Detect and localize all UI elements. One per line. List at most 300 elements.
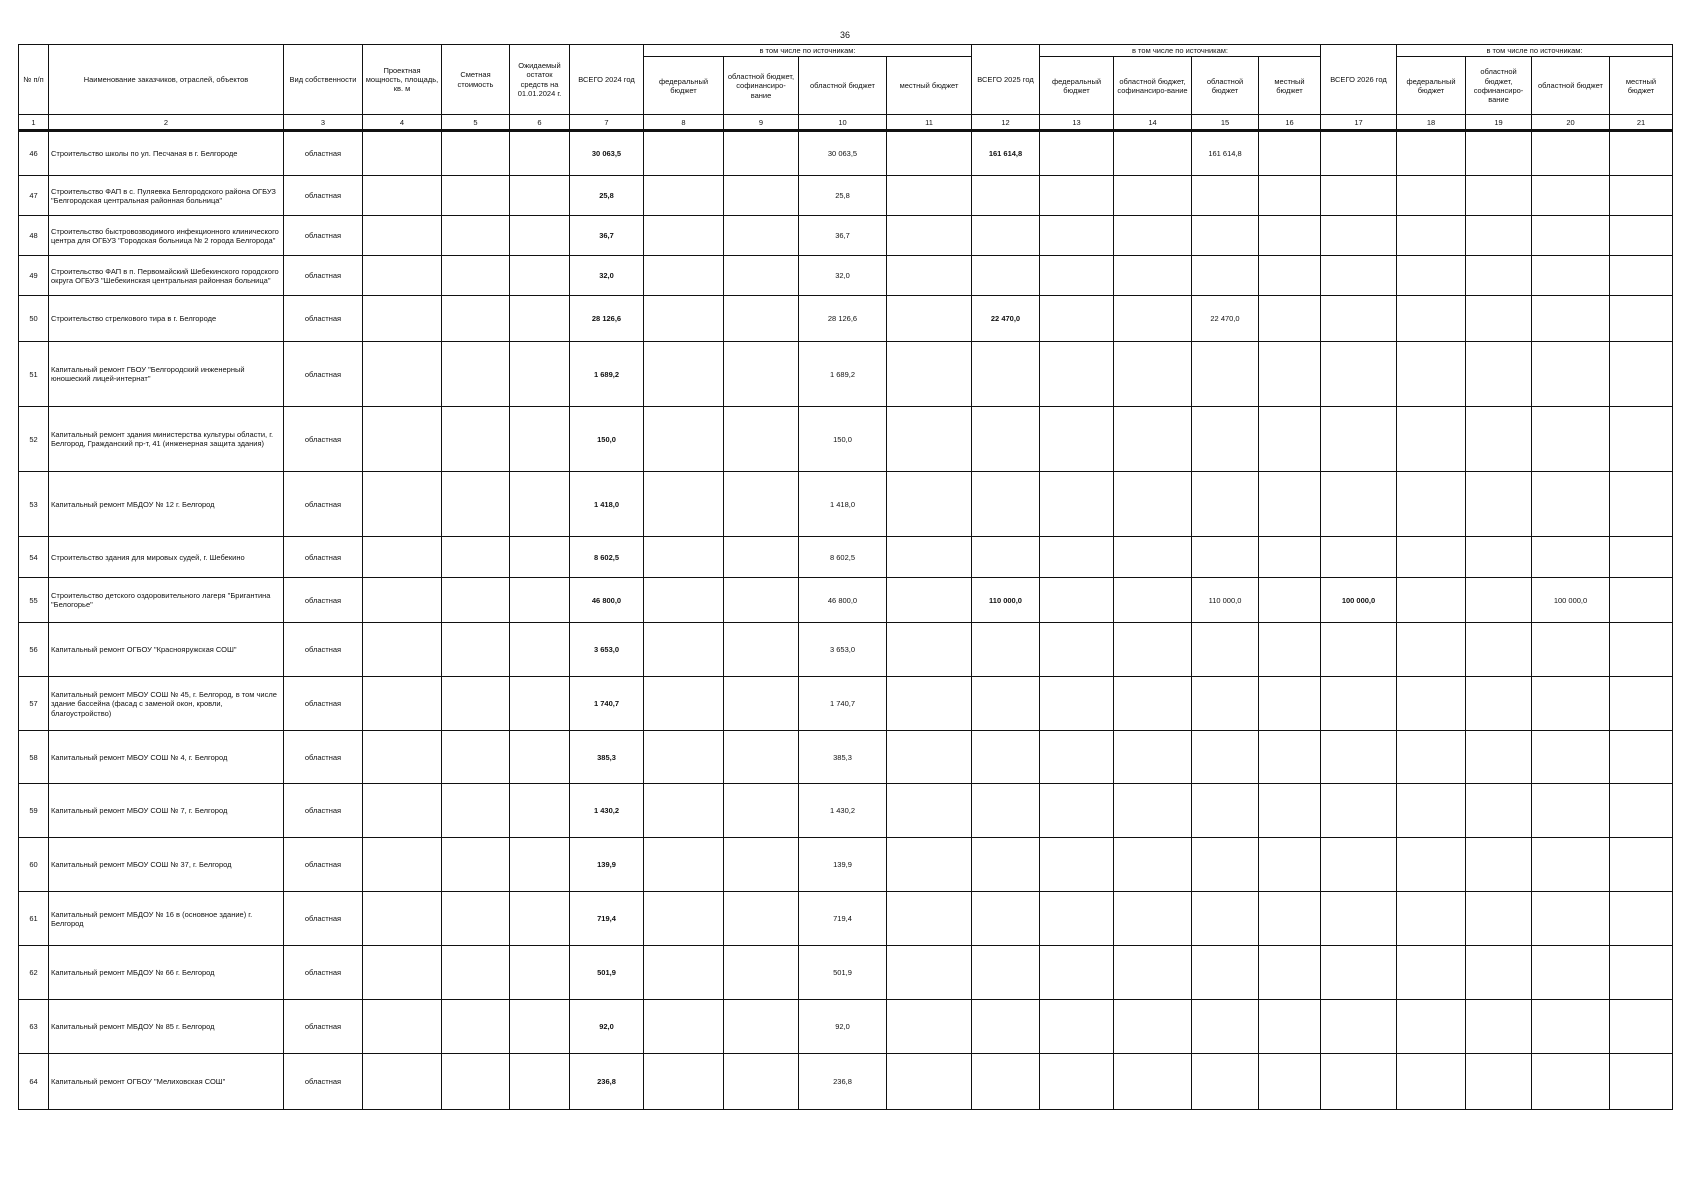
cofin-2024 — [724, 216, 799, 256]
ownership-type: областная — [284, 342, 363, 407]
header-regional-2024: областной бюджет — [799, 57, 887, 115]
federal-2025 — [1040, 578, 1114, 623]
regional-2025 — [1192, 472, 1259, 537]
cost-cell — [442, 472, 510, 537]
local-2026 — [1610, 407, 1673, 472]
cost-cell — [442, 677, 510, 731]
header-total-2024: ВСЕГО 2024 год — [570, 45, 644, 115]
cofin-2025 — [1114, 216, 1192, 256]
total-2026 — [1321, 1000, 1397, 1054]
federal-2024 — [644, 838, 724, 892]
capacity-cell — [363, 677, 442, 731]
cofin-2026 — [1466, 1000, 1532, 1054]
ownership-type: областная — [284, 472, 363, 537]
cofin-2024 — [724, 256, 799, 296]
header-sources-2024: в том числе по источникам: — [644, 45, 972, 57]
local-2025 — [1259, 296, 1321, 342]
capacity-cell — [363, 623, 442, 677]
cofin-2025 — [1114, 892, 1192, 946]
regional-2025 — [1192, 677, 1259, 731]
total-2024: 150,0 — [570, 407, 644, 472]
object-name: Капитальный ремонт МБОУ СОШ № 4, г. Белгород — [49, 731, 284, 784]
ownership-type: областная — [284, 784, 363, 838]
column-number: 11 — [887, 115, 972, 131]
balance-cell — [510, 537, 570, 578]
local-2024 — [887, 677, 972, 731]
cofin-2024 — [724, 342, 799, 407]
cofin-2026 — [1466, 176, 1532, 216]
ownership-type: областная — [284, 131, 363, 176]
header-ownership: Вид собственности — [284, 45, 363, 115]
federal-2024 — [644, 784, 724, 838]
regional-2025 — [1192, 623, 1259, 677]
total-2025 — [972, 677, 1040, 731]
column-number: 16 — [1259, 115, 1321, 131]
ownership-type: областная — [284, 1054, 363, 1110]
object-name: Капитальный ремонт МБДОУ № 16 в (основное здание) г. Белгород — [49, 892, 284, 946]
object-name: Капитальный ремонт МБОУ СОШ № 7, г. Белгород — [49, 784, 284, 838]
balance-cell — [510, 946, 570, 1000]
local-2026 — [1610, 131, 1673, 176]
total-2025 — [972, 256, 1040, 296]
total-2025 — [972, 176, 1040, 216]
capacity-cell — [363, 1000, 442, 1054]
cost-cell — [442, 1000, 510, 1054]
local-2026 — [1610, 1000, 1673, 1054]
federal-2025 — [1040, 838, 1114, 892]
federal-2025 — [1040, 472, 1114, 537]
ownership-type: областная — [284, 892, 363, 946]
capacity-cell — [363, 731, 442, 784]
header-federal-2026: федеральный бюджет — [1397, 57, 1466, 115]
regional-2025 — [1192, 407, 1259, 472]
capacity-cell — [363, 342, 442, 407]
cofin-2025 — [1114, 784, 1192, 838]
object-name: Строительство быстровозводимого инфекционного клинического центра для ОГБУЗ "Городская больница № 2 города Белгорода" — [49, 216, 284, 256]
header-cofin-2024: областной бюджет, софинансиро-вание — [724, 57, 799, 115]
object-name: Строительство здания для мировых судей, г. Шебекино — [49, 537, 284, 578]
cofin-2026 — [1466, 342, 1532, 407]
federal-2025 — [1040, 677, 1114, 731]
regional-2024: 236,8 — [799, 1054, 887, 1110]
cofin-2024 — [724, 784, 799, 838]
local-2025 — [1259, 407, 1321, 472]
federal-2025 — [1040, 216, 1114, 256]
table-row — [19, 176, 1673, 216]
regional-2025 — [1192, 537, 1259, 578]
regional-2024: 385,3 — [799, 731, 887, 784]
regional-2026 — [1532, 731, 1610, 784]
column-number: 4 — [363, 115, 442, 131]
table-row — [19, 677, 1673, 731]
cofin-2025 — [1114, 176, 1192, 216]
federal-2024 — [644, 892, 724, 946]
regional-2025 — [1192, 342, 1259, 407]
regional-2025: 22 470,0 — [1192, 296, 1259, 342]
regional-2025 — [1192, 1000, 1259, 1054]
federal-2025 — [1040, 176, 1114, 216]
ownership-type: областная — [284, 578, 363, 623]
regional-2024: 139,9 — [799, 838, 887, 892]
cost-cell — [442, 296, 510, 342]
local-2024 — [887, 784, 972, 838]
local-2026 — [1610, 296, 1673, 342]
total-2026 — [1321, 784, 1397, 838]
federal-2025 — [1040, 784, 1114, 838]
column-number: 3 — [284, 115, 363, 131]
header-sources-2025: в том числе по источникам: — [1040, 45, 1321, 57]
cost-cell — [442, 946, 510, 1000]
capacity-cell — [363, 838, 442, 892]
local-2026 — [1610, 623, 1673, 677]
local-2026 — [1610, 892, 1673, 946]
cofin-2024 — [724, 623, 799, 677]
federal-2024 — [644, 296, 724, 342]
regional-2026 — [1532, 623, 1610, 677]
total-2024: 30 063,5 — [570, 131, 644, 176]
capacity-cell — [363, 296, 442, 342]
object-name: Строительство стрелкового тира в г. Белгороде — [49, 296, 284, 342]
cofin-2026 — [1466, 296, 1532, 342]
table-row — [19, 407, 1673, 472]
ownership-type: областная — [284, 256, 363, 296]
column-number: 14 — [1114, 115, 1192, 131]
table-row — [19, 1000, 1673, 1054]
federal-2026 — [1397, 472, 1466, 537]
federal-2026 — [1397, 342, 1466, 407]
total-2025 — [972, 838, 1040, 892]
table-row — [19, 472, 1673, 537]
ownership-type: областная — [284, 216, 363, 256]
header-balance: Ожидаемый остаток средств на 01.01.2024 г. — [510, 45, 570, 115]
row-number: 63 — [19, 1000, 49, 1054]
capacity-cell — [363, 578, 442, 623]
ownership-type: областная — [284, 176, 363, 216]
regional-2026 — [1532, 131, 1610, 176]
header-regional-2025: областной бюджет — [1192, 57, 1259, 115]
regional-2026 — [1532, 407, 1610, 472]
cofin-2025 — [1114, 537, 1192, 578]
header-cost: Сметная стоимость — [442, 45, 510, 115]
total-2025 — [972, 1054, 1040, 1110]
balance-cell — [510, 578, 570, 623]
cofin-2025 — [1114, 1054, 1192, 1110]
header-local-2025: местный бюджет — [1259, 57, 1321, 115]
cofin-2025 — [1114, 578, 1192, 623]
cost-cell — [442, 578, 510, 623]
local-2024 — [887, 731, 972, 784]
cost-cell — [442, 342, 510, 407]
regional-2026: 100 000,0 — [1532, 578, 1610, 623]
balance-cell — [510, 131, 570, 176]
total-2024: 1 430,2 — [570, 784, 644, 838]
federal-2024 — [644, 677, 724, 731]
table-row — [19, 256, 1673, 296]
object-name: Капитальный ремонт МБДОУ № 12 г. Белгород — [49, 472, 284, 537]
row-number: 58 — [19, 731, 49, 784]
local-2025 — [1259, 131, 1321, 176]
federal-2024 — [644, 1000, 724, 1054]
table-row — [19, 537, 1673, 578]
total-2024: 1 689,2 — [570, 342, 644, 407]
balance-cell — [510, 1054, 570, 1110]
federal-2026 — [1397, 784, 1466, 838]
cost-cell — [442, 784, 510, 838]
page-number: 36 — [840, 30, 851, 40]
federal-2026 — [1397, 946, 1466, 1000]
local-2024 — [887, 1000, 972, 1054]
local-2026 — [1610, 472, 1673, 537]
balance-cell — [510, 731, 570, 784]
object-name: Капитальный ремонт МБДОУ № 66 г. Белгород — [49, 946, 284, 1000]
header-cofin-2025: областной бюджет, софинансиро-вание — [1114, 57, 1192, 115]
local-2026 — [1610, 256, 1673, 296]
federal-2025 — [1040, 256, 1114, 296]
total-2024: 139,9 — [570, 838, 644, 892]
total-2024: 92,0 — [570, 1000, 644, 1054]
row-number: 59 — [19, 784, 49, 838]
regional-2024: 46 800,0 — [799, 578, 887, 623]
regional-2025 — [1192, 216, 1259, 256]
local-2025 — [1259, 1054, 1321, 1110]
federal-2026 — [1397, 892, 1466, 946]
regional-2024: 719,4 — [799, 892, 887, 946]
local-2025 — [1259, 216, 1321, 256]
regional-2024: 28 126,6 — [799, 296, 887, 342]
row-number: 53 — [19, 472, 49, 537]
regional-2025: 161 614,8 — [1192, 131, 1259, 176]
column-number: 1 — [19, 115, 49, 131]
total-2024: 236,8 — [570, 1054, 644, 1110]
total-2026 — [1321, 131, 1397, 176]
column-number: 2 — [49, 115, 284, 131]
balance-cell — [510, 216, 570, 256]
row-number: 64 — [19, 1054, 49, 1110]
federal-2024 — [644, 342, 724, 407]
local-2024 — [887, 537, 972, 578]
federal-2024 — [644, 946, 724, 1000]
row-number: 51 — [19, 342, 49, 407]
ownership-type: областная — [284, 296, 363, 342]
capacity-cell — [363, 407, 442, 472]
column-number: 20 — [1532, 115, 1610, 131]
local-2026 — [1610, 946, 1673, 1000]
cost-cell — [442, 731, 510, 784]
local-2025 — [1259, 677, 1321, 731]
ownership-type: областная — [284, 731, 363, 784]
regional-2024: 32,0 — [799, 256, 887, 296]
total-2024: 8 602,5 — [570, 537, 644, 578]
local-2024 — [887, 342, 972, 407]
local-2026 — [1610, 578, 1673, 623]
total-2024: 28 126,6 — [570, 296, 644, 342]
object-name: Строительство школы по ул. Песчаная в г. Белгороде — [49, 131, 284, 176]
regional-2024: 1 689,2 — [799, 342, 887, 407]
local-2024 — [887, 256, 972, 296]
total-2025 — [972, 342, 1040, 407]
federal-2026 — [1397, 407, 1466, 472]
column-number: 5 — [442, 115, 510, 131]
local-2026 — [1610, 342, 1673, 407]
total-2026 — [1321, 1054, 1397, 1110]
row-number: 49 — [19, 256, 49, 296]
total-2026 — [1321, 342, 1397, 407]
header-cofin-2026: областной бюджет, софинансиро-вание — [1466, 57, 1532, 115]
cofin-2024 — [724, 472, 799, 537]
object-name: Капитальный ремонт МБОУ СОШ № 45, г. Белгород, в том числе здание бассейна (фасад с заменой окон, кровли, благоустройство) — [49, 677, 284, 731]
local-2026 — [1610, 1054, 1673, 1110]
header-no: № п/п — [19, 45, 49, 115]
cofin-2026 — [1466, 256, 1532, 296]
total-2026 — [1321, 216, 1397, 256]
total-2025 — [972, 537, 1040, 578]
federal-2024 — [644, 578, 724, 623]
total-2026 — [1321, 946, 1397, 1000]
federal-2025 — [1040, 537, 1114, 578]
table-row — [19, 623, 1673, 677]
total-2024: 25,8 — [570, 176, 644, 216]
local-2024 — [887, 407, 972, 472]
regional-2026 — [1532, 892, 1610, 946]
total-2025 — [972, 946, 1040, 1000]
capacity-cell — [363, 892, 442, 946]
cost-cell — [442, 838, 510, 892]
ownership-type: областная — [284, 946, 363, 1000]
regional-2024: 1 740,7 — [799, 677, 887, 731]
local-2024 — [887, 131, 972, 176]
cofin-2025 — [1114, 1000, 1192, 1054]
federal-2025 — [1040, 946, 1114, 1000]
capacity-cell — [363, 256, 442, 296]
cofin-2024 — [724, 131, 799, 176]
object-name: Строительство ФАП в с. Пуляевка Белгородского района ОГБУЗ "Белгородская центральная районная больница" — [49, 176, 284, 216]
local-2024 — [887, 1054, 972, 1110]
total-2025 — [972, 407, 1040, 472]
total-2024: 32,0 — [570, 256, 644, 296]
capacity-cell — [363, 472, 442, 537]
federal-2024 — [644, 537, 724, 578]
local-2024 — [887, 472, 972, 537]
total-2025 — [972, 731, 1040, 784]
total-2025 — [972, 472, 1040, 537]
balance-cell — [510, 838, 570, 892]
capacity-cell — [363, 1054, 442, 1110]
balance-cell — [510, 892, 570, 946]
balance-cell — [510, 176, 570, 216]
regional-2025 — [1192, 1054, 1259, 1110]
regional-2026 — [1532, 1054, 1610, 1110]
header-total-2026: ВСЕГО 2026 год — [1321, 45, 1397, 115]
federal-2026 — [1397, 1000, 1466, 1054]
header-federal-2025: федеральный бюджет — [1040, 57, 1114, 115]
header-federal-2024: федеральный бюджет — [644, 57, 724, 115]
local-2024 — [887, 946, 972, 1000]
regional-2024: 3 653,0 — [799, 623, 887, 677]
table-row — [19, 1054, 1673, 1110]
total-2024: 3 653,0 — [570, 623, 644, 677]
cost-cell — [442, 131, 510, 176]
table-row — [19, 131, 1673, 176]
cost-cell — [442, 1054, 510, 1110]
local-2025 — [1259, 256, 1321, 296]
capacity-cell — [363, 216, 442, 256]
ownership-type: областная — [284, 537, 363, 578]
total-2026 — [1321, 407, 1397, 472]
capacity-cell — [363, 784, 442, 838]
table-row — [19, 946, 1673, 1000]
federal-2026 — [1397, 838, 1466, 892]
cofin-2025 — [1114, 342, 1192, 407]
total-2026 — [1321, 256, 1397, 296]
regional-2025 — [1192, 838, 1259, 892]
cofin-2024 — [724, 677, 799, 731]
total-2025 — [972, 892, 1040, 946]
local-2026 — [1610, 838, 1673, 892]
table-row — [19, 296, 1673, 342]
local-2024 — [887, 623, 972, 677]
column-number: 8 — [644, 115, 724, 131]
balance-cell — [510, 1000, 570, 1054]
federal-2024 — [644, 1054, 724, 1110]
ownership-type: областная — [284, 623, 363, 677]
total-2026 — [1321, 537, 1397, 578]
federal-2026 — [1397, 731, 1466, 784]
cofin-2024 — [724, 537, 799, 578]
cofin-2026 — [1466, 623, 1532, 677]
regional-2026 — [1532, 784, 1610, 838]
total-2024: 1 740,7 — [570, 677, 644, 731]
cofin-2024 — [724, 296, 799, 342]
local-2024 — [887, 296, 972, 342]
federal-2025 — [1040, 731, 1114, 784]
total-2024: 719,4 — [570, 892, 644, 946]
ownership-type: областная — [284, 677, 363, 731]
balance-cell — [510, 296, 570, 342]
row-number: 57 — [19, 677, 49, 731]
total-2025: 110 000,0 — [972, 578, 1040, 623]
federal-2026 — [1397, 296, 1466, 342]
cofin-2026 — [1466, 131, 1532, 176]
cofin-2026 — [1466, 946, 1532, 1000]
total-2026 — [1321, 472, 1397, 537]
local-2025 — [1259, 342, 1321, 407]
cofin-2026 — [1466, 578, 1532, 623]
local-2025 — [1259, 892, 1321, 946]
local-2024 — [887, 892, 972, 946]
local-2025 — [1259, 784, 1321, 838]
federal-2024 — [644, 216, 724, 256]
capacity-cell — [363, 537, 442, 578]
local-2024 — [887, 216, 972, 256]
capacity-cell — [363, 176, 442, 216]
total-2026 — [1321, 677, 1397, 731]
federal-2026 — [1397, 677, 1466, 731]
local-2026 — [1610, 784, 1673, 838]
column-number: 21 — [1610, 115, 1673, 131]
regional-2025 — [1192, 176, 1259, 216]
regional-2025 — [1192, 892, 1259, 946]
column-number: 10 — [799, 115, 887, 131]
regional-2024: 30 063,5 — [799, 131, 887, 176]
object-name: Капитальный ремонт ОГБОУ "Краснояружская СОШ" — [49, 623, 284, 677]
ownership-type: областная — [284, 838, 363, 892]
balance-cell — [510, 407, 570, 472]
object-name: Капитальный ремонт МБОУ СОШ № 37, г. Белгород — [49, 838, 284, 892]
federal-2025 — [1040, 1054, 1114, 1110]
column-number: 12 — [972, 115, 1040, 131]
cofin-2024 — [724, 946, 799, 1000]
cofin-2026 — [1466, 407, 1532, 472]
